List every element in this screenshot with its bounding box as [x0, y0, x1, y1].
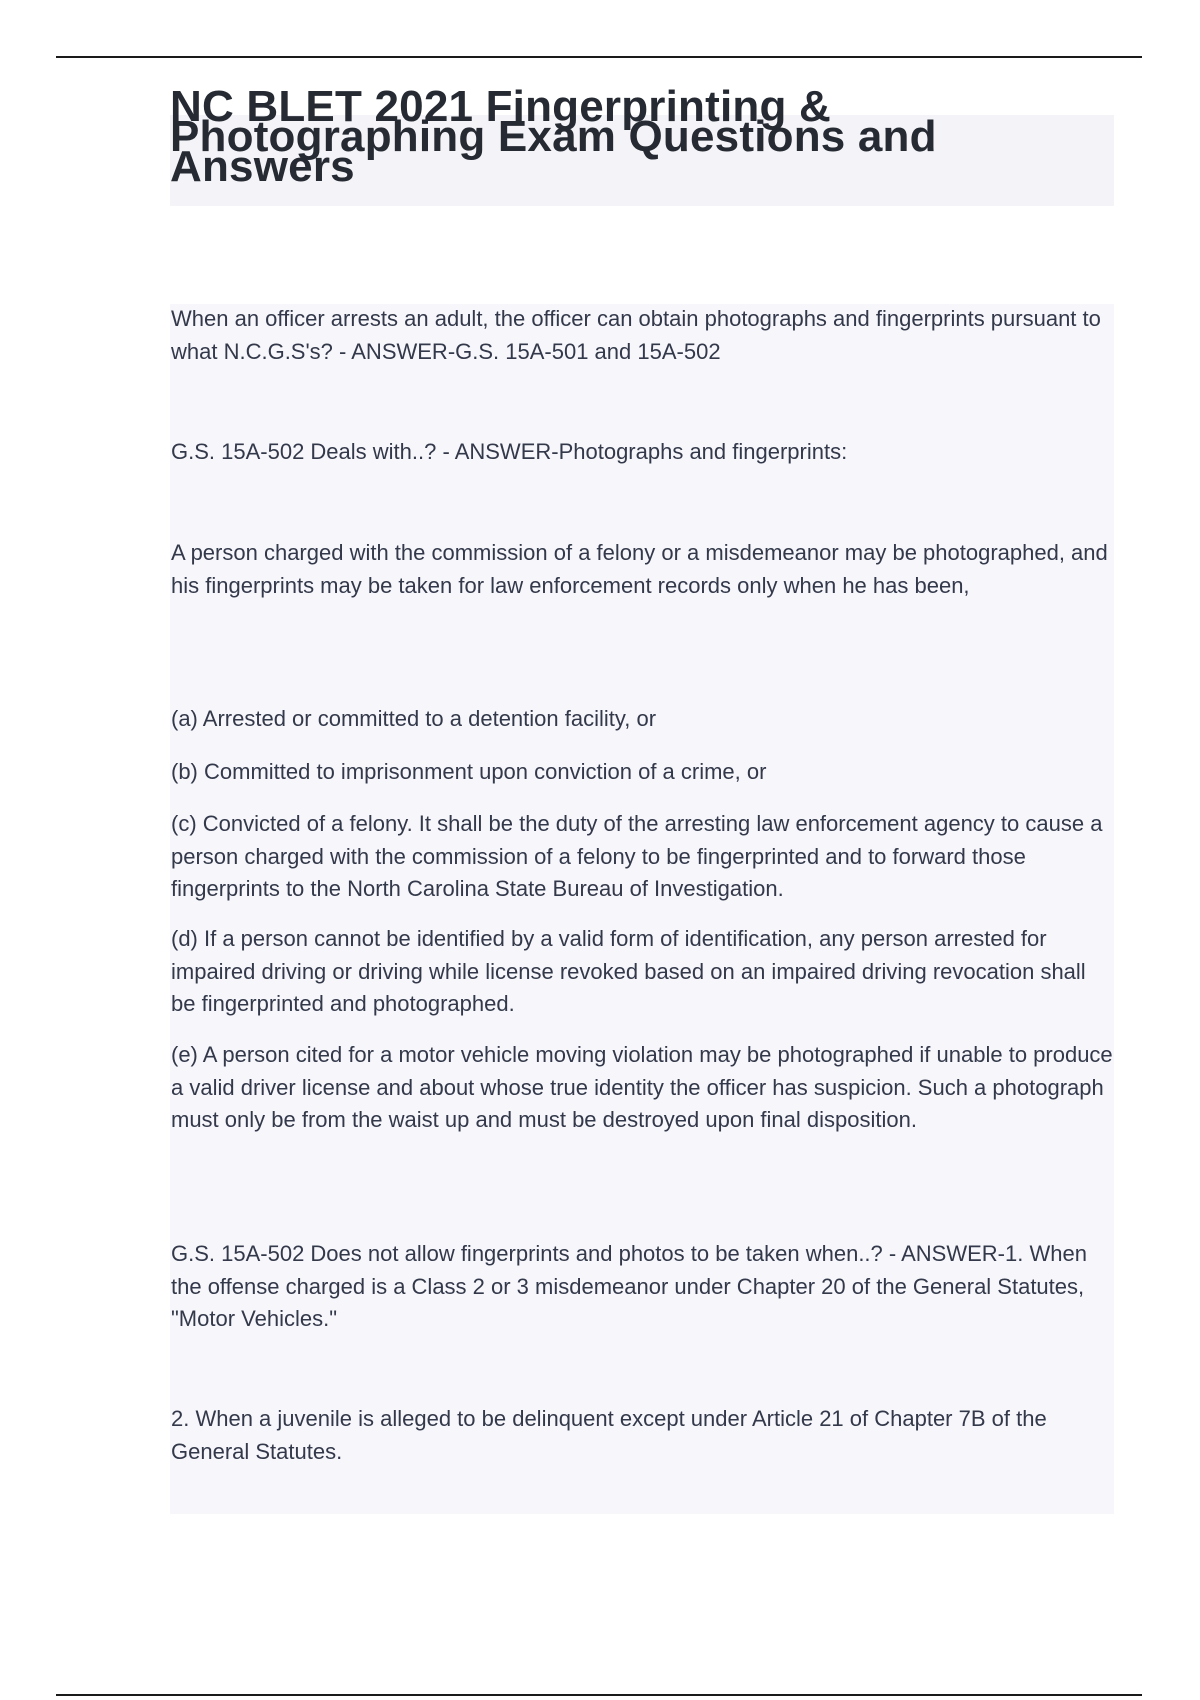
answer-2-item-e: (e) A person cited for a motor vehicle moving violation may be photographed if unable to produce a valid driver license and about whose true identity the officer has suspicion. Such a photograph must only be from the waist up and must be destroyed upon final disposition. [171, 1042, 1113, 1132]
document-title: NC BLET 2021 Fingerprinting & Photographing Exam Questions and Answers [170, 82, 937, 191]
question-3: G.S. 15A-502 Does not allow fingerprints and photos to be taken when..? - ANSWER-1. When the offense charged is a Class 2 or 3 misdemeanor under Chapter 20 of the General Statutes, "Motor Vehicles." [171, 1241, 1087, 1331]
bottom-divider [56, 1694, 1142, 1696]
answer-2-item-a: (a) Arrested or committed to a detention facility, or [171, 706, 657, 731]
answer-3-item-2: 2. When a juvenile is alleged to be delinquent except under Article 21 of Chapter 7B of the General Statutes. [171, 1406, 1047, 1464]
answer-2-intro: A person charged with the commission of a felony or a misdemeanor may be photographed, and his fingerprints may be taken for law enforcement records only when he has been, [171, 540, 1108, 598]
top-divider [56, 56, 1142, 58]
answer-2-item-b: (b) Committed to imprisonment upon conviction of a crime, or [171, 759, 767, 784]
question-2: G.S. 15A-502 Deals with..? - ANSWER-Photographs and fingerprints: [171, 439, 848, 464]
answer-2-item-d: (d) If a person cannot be identified by a valid form of identification, any person arrested for impaired driving or driving while license revoked based on an impaired driving revocation shall be fingerprinted and photographed. [171, 926, 1086, 1016]
answer-2-item-c: (c) Convicted of a felony. It shall be the duty of the arresting law enforcement agency to cause a person charged with the commission of a felony to be fingerprinted and to forward those fingerprints to the North Carolina State Bureau of Investigation. [171, 811, 1103, 901]
question-1: When an officer arrests an adult, the officer can obtain photographs and fingerprints pursuant to what N.C.G.S's? - ANSWER-G.S. 15A-501 and 15A-502 [171, 306, 1101, 364]
